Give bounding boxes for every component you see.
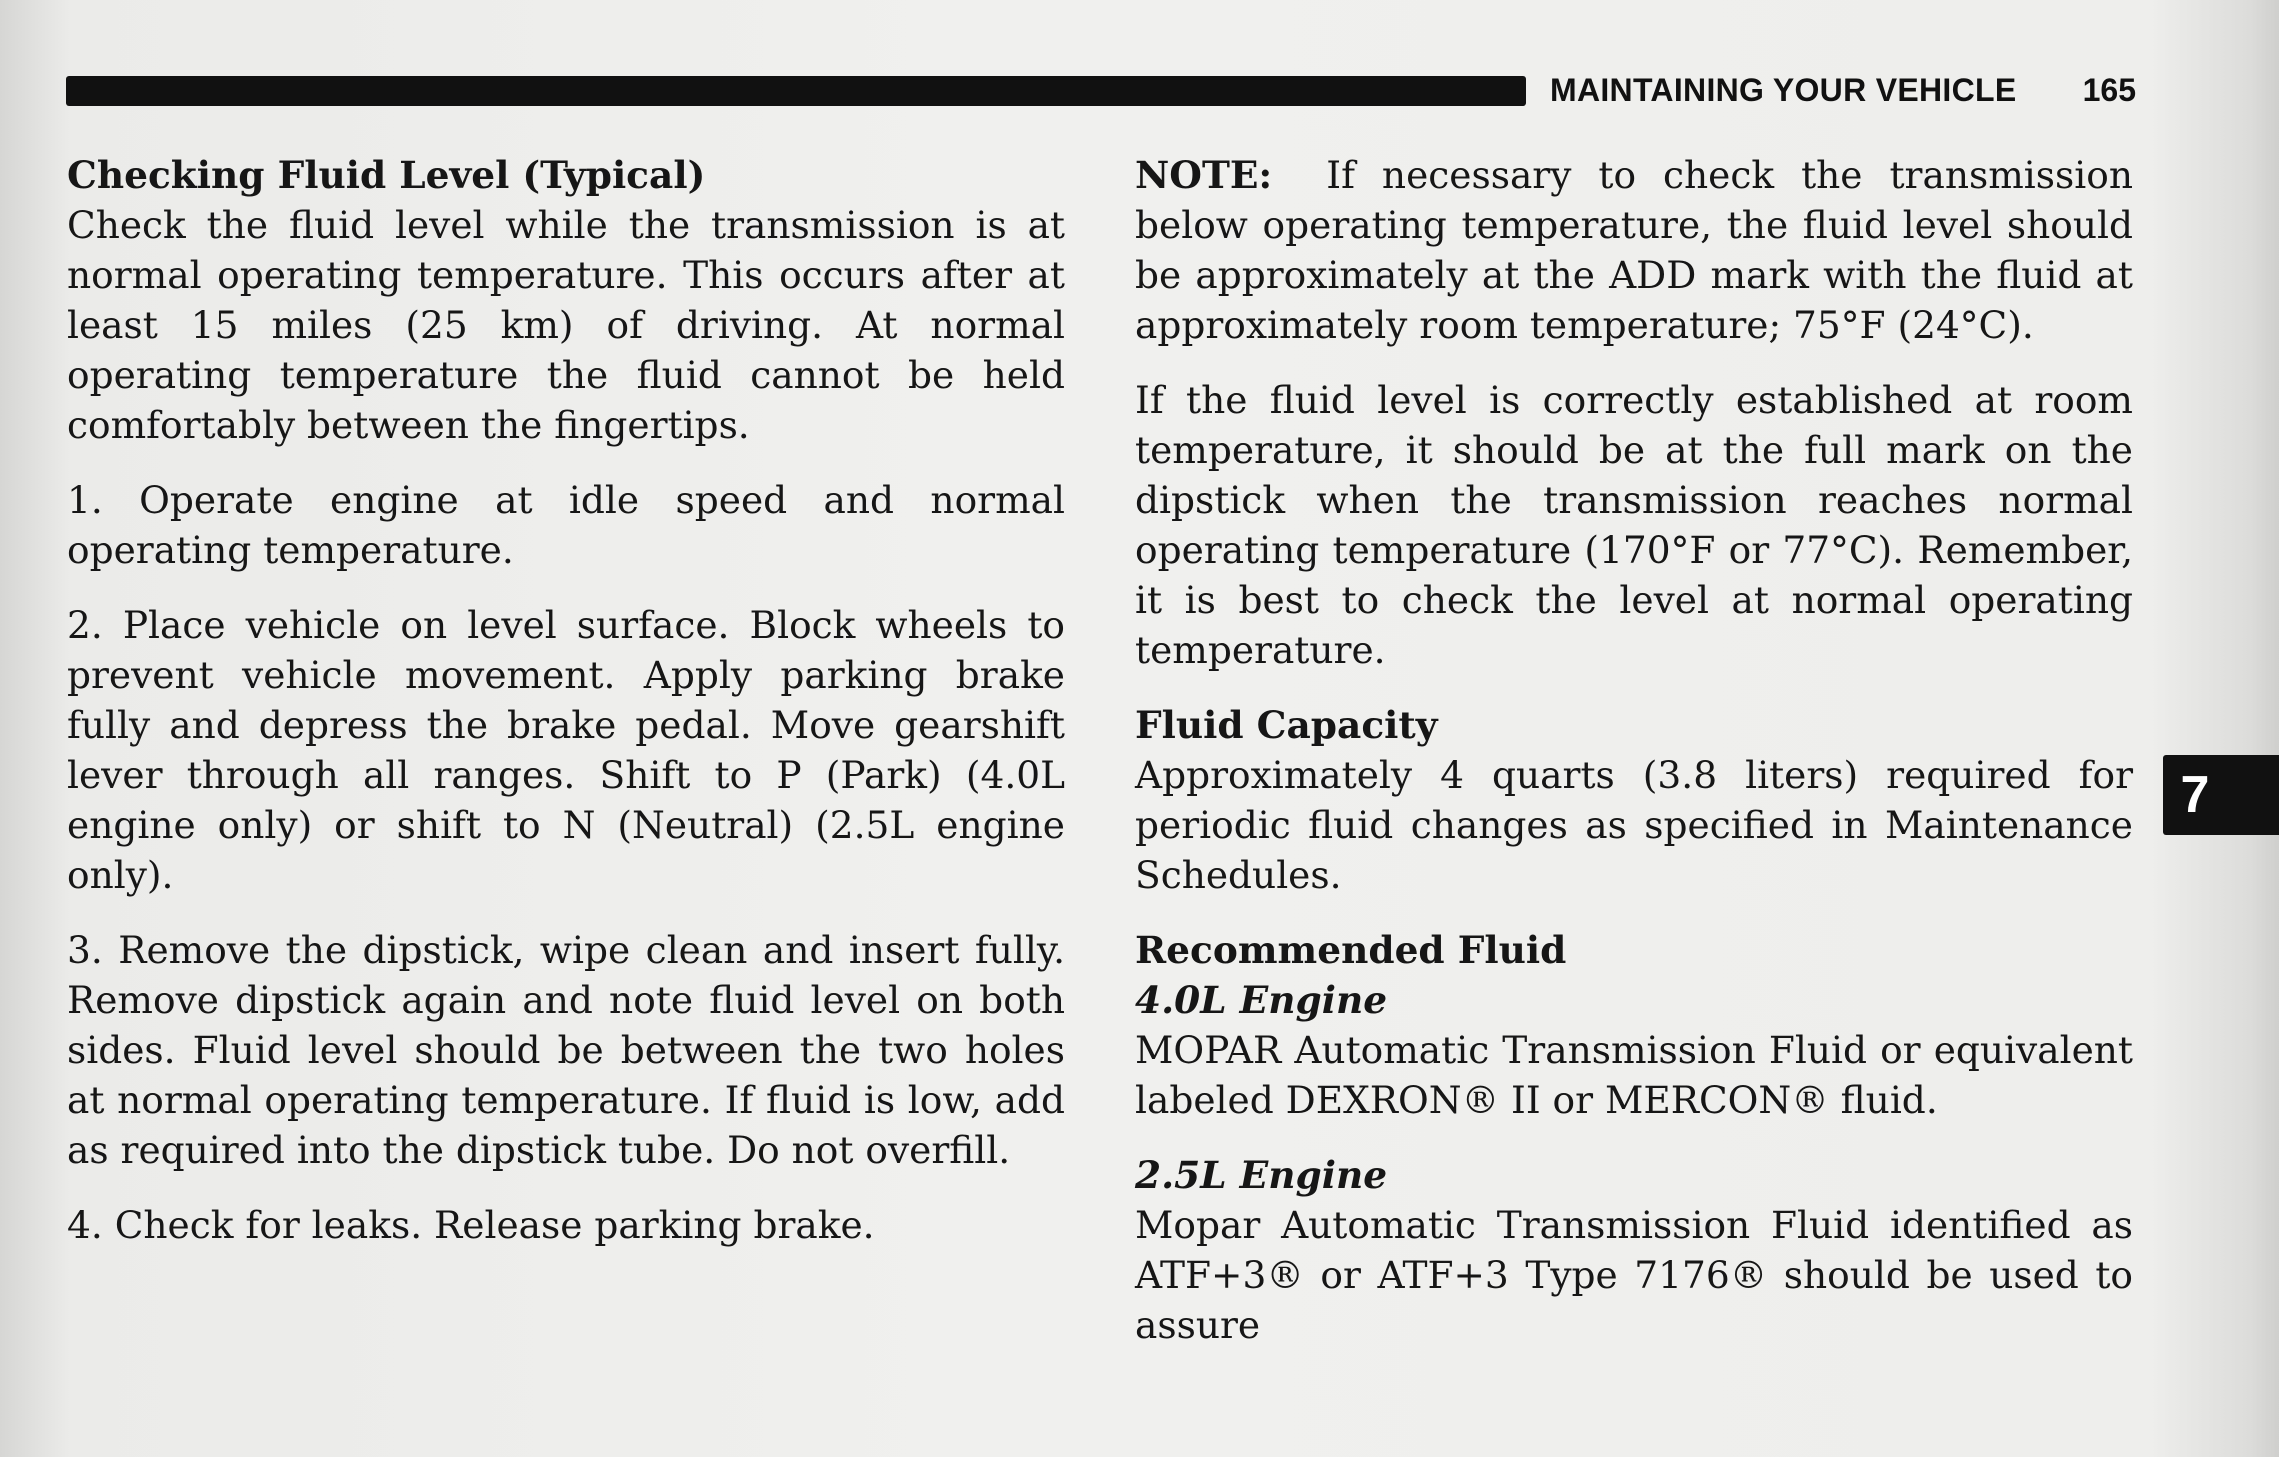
header-rule [66,76,1526,106]
fluid-capacity-heading: Fluid Capacity [1135,703,1438,747]
note-paragraph [1135,150,2133,350]
checking-fluid-level-heading: Checking Fluid Level (Typical) [67,153,706,197]
spacer [1135,675,2133,700]
spacer [67,450,1065,475]
chapter-tab [2163,755,2279,835]
note-label: NOTE: [1135,153,1273,197]
engine-2-5l-heading: 2.5L Engine [1135,1153,1388,1197]
chapter-number: 7 [2180,766,2210,824]
recommended-fluid-heading: Recommended Fluid [1135,928,1567,972]
spacer [1135,900,2133,925]
room-temperature-paragraph: If the fluid level is correctly established at room temperature, it should be at the full mark on the dipstick when the transmission reaches normal operating temperature (170°F or 77°C). Remember, it is best to check the level at normal operating temperature. [1135,378,2133,672]
step-2: 2. Place vehicle on level surface. Block wheels to prevent vehicle movement. Apply parking brake fully and depress the brake pedal. Move gearshift lever through all ranges. Shift to P (Park) (4.0L engine only) or shift to N (Neutral) (2.5L engine only). [67,603,1065,897]
engine-4-0l-text: MOPAR Automatic Transmission Fluid or equivalent labeled DEXRON® II or MERCON® fluid. [1135,1028,2133,1122]
spacer [1135,350,2133,375]
step-4: 4. Check for leaks. Release parking brake. [67,1203,875,1247]
engine-4-0l-heading: 4.0L Engine [1135,978,1388,1022]
spacer [67,900,1065,925]
left-column [67,150,1065,1250]
page-number: 165 [2082,72,2136,108]
right-column [1135,150,2133,1350]
note-text: If necessary to check the transmission below operating temperature, the fluid level should be approximately at the ADD mark with the fluid at approximately room temperature; 75°F (24°C). [1135,153,2133,347]
engine-2-5l-text: Mopar Automatic Transmission Fluid identified as ATF+3® or ATF+3 Type 7176® should be used to assure [1135,1203,2133,1347]
spacer [67,575,1065,600]
step-1: 1. Operate engine at idle speed and normal operating temperature. [67,478,1065,572]
running-header [1550,70,2136,110]
step-3: 3. Remove the dipstick, wipe clean and insert fully. Remove dipstick again and note fluid level on both sides. Fluid level should be between the two holes at normal operating temperature. If fluid is low, add as required into the dipstick tube. Do not overfill. [67,928,1065,1172]
fluid-capacity-text: Approximately 4 quarts (3.8 liters) required for periodic fluid changes as specified in Maintenance Schedules. [1135,753,2133,897]
spacer [1135,1125,2133,1150]
intro-paragraph: Check the fluid level while the transmission is at normal operating temperature. This occurs after at least 15 miles (25 km) of driving. At normal operating temperature the fluid cannot be held comfortably between the fingertips. [67,203,1065,447]
spacer [67,1175,1065,1200]
section-title: MAINTAINING YOUR VEHICLE [1550,72,2017,108]
